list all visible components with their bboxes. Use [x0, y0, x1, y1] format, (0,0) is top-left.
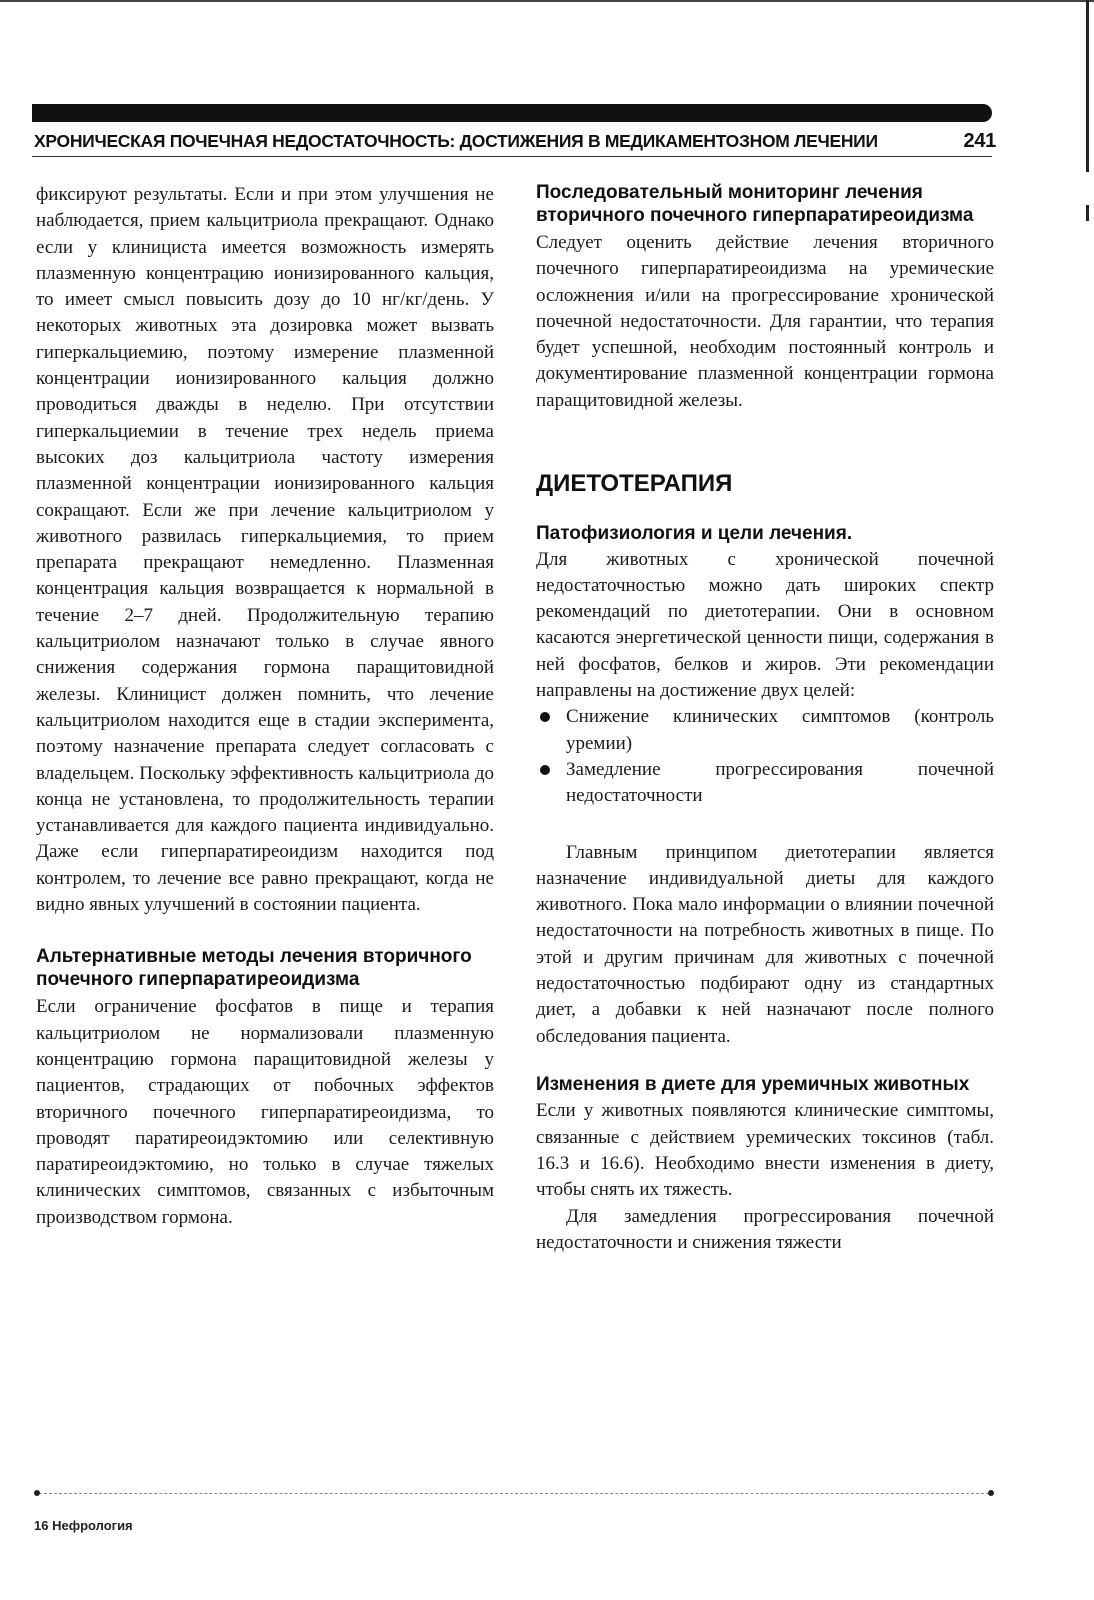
footer-rule	[34, 1493, 994, 1494]
paragraph-calcitriol: фиксируют результаты. Если и при этом улучшения не наблюдается, прием кальцитриола прекращают. Однако если у клинициста имеется возможность измерять плазменную концентрацию ионизированного кальция, то имеет смысл повысить дозу до 10 нг/кг/день. У некоторых животных эта дозировка может вызвать гиперкальциемию, поэтому измерение плазменной концентрации ионизированного кальция должно проводиться дважды в неделю. При отсутствии гиперкальциемии в течение трех недель приема высоких доз кальцитриола частоту измерения плазменной концентрации ионизированного кальция сокращают. Если же при лечение кальцитриолом у животного развилась гиперкальциемия, то прием препарата прекращают немедленно. Плазменная концентрация кальция возвращается к нормальной в течение 2–7 дней. Продолжительную терапию кальцитриолом назначают только в случае явного снижения содержания гормона паращитовидной железы. Клиницист должен помнить, что лечение кальцитриолом находится еще в стадии эксперимента, поэтому назначение препарата следует согласовать с владельцем. Поскольку эффективность кальцитриола до конца не установлена, то продолжительность терапии устанавливается для каждого пациента индивидуально. Даже если гиперпаратиреоидизм находится под контролем, то лечение все равно прекращают, когда не видно явных улучшений в состоянии пациента.	[36, 184, 494, 916]
footer-dot-left	[34, 1490, 40, 1496]
paragraph-monitoring: Следует оценить действие лечения вторичного почечного гиперпаратиреоидизма на уремические осложнения и/или на прогрессирование хронической почечной недостаточности. Для гарантии, что терапия будет успешной, необходим постоянный контроль и документирование плазменной концентрации гормона паращитовидной железы.	[536, 232, 994, 411]
paragraph-parathyroidectomy: Если ограничение фосфатов в пище и терапия кальцитриолом не нормализовали плазменную концентрацию гормона паращитовидной железы у пациентов, страдающих от побочных эффектов вторичного почечного гиперпаратиреоидизма, то проводят паратиреоидэктомию или селективную паратиреоидэктомию, но только в случае тяжелых клинических симптомов, связанных с избыточным производством гормона.	[36, 996, 494, 1228]
scan-side-mark-small	[1086, 205, 1089, 221]
paragraph-uremic-2: Для замедления прогрессирования почечной недостаточности и снижения тяжести	[536, 1205, 994, 1253]
heading-uremic-diet: Изменения в диете для уремичных животных	[536, 1073, 970, 1095]
scan-side-mark	[1086, 0, 1089, 172]
list-item: Снижение клинических симптомов (контроль уремии)	[536, 704, 994, 757]
paragraph-pathophysiology: Для животных с хронической почечной недостаточностью можно дать широких спектр рекомендаций по диетотерапии. Они в основном касаются энергетической ценности пищи, содержания в ней фосфатов, белков и жиров. Эти рекомендации направлены на достижение двух целей:	[536, 548, 994, 702]
running-header	[34, 130, 994, 153]
paragraph-uremic-1: Если у животных появляются клинические симптомы, связанные с действием уремических токсинов (табл. 16.3 и 16.6). Необходимо внести изменения в диету, чтобы снять их тяжесть.	[536, 1100, 994, 1201]
footer-dot-right	[988, 1490, 994, 1496]
goals-list	[536, 704, 994, 809]
header-rule	[32, 156, 992, 157]
page-number: 241	[963, 130, 996, 152]
header-bar	[32, 104, 992, 122]
running-title: ХРОНИЧЕСКАЯ ПОЧЕЧНАЯ НЕДОСТАТОЧНОСТЬ: ДОСТИЖЕНИЯ В МЕДИКАМЕНТОЗНОМ ЛЕЧЕНИИ	[34, 131, 878, 151]
heading-pathophysiology: Патофизиология и цели лечения.	[536, 523, 853, 545]
heading-alternative-methods: Альтернативные методы лечения вторичного почечного гиперпаратиреоидизма	[36, 946, 472, 990]
bullet-icon	[540, 765, 550, 775]
list-item: Замедление прогрессирования почечной недостаточности	[536, 757, 994, 810]
bullet-icon	[540, 712, 550, 722]
paragraph-diet-principle: Главным принципом диетотерапии является назначение индивидуальной диеты для каждого животного. Пока мало информации о влиянии почечной недостаточности на потребность животных в пище. По этой и другим причинам для животных с почечной недостаточностью подбирают одну из стандартных диет, а добавки к ней назначают после полного обследования пациента.	[536, 841, 994, 1047]
scan-top-edge	[0, 0, 1094, 2]
heading-monitoring: Последовательный мониторинг лечения вторичного почечного гиперпаратиреоидизма	[536, 182, 974, 226]
chapter-label: 16 Нефрология	[34, 1518, 133, 1533]
right-column	[536, 182, 994, 1256]
left-column	[36, 182, 494, 1231]
section-title-diet: ДИЕТОТЕРАПИЯ	[536, 470, 733, 498]
